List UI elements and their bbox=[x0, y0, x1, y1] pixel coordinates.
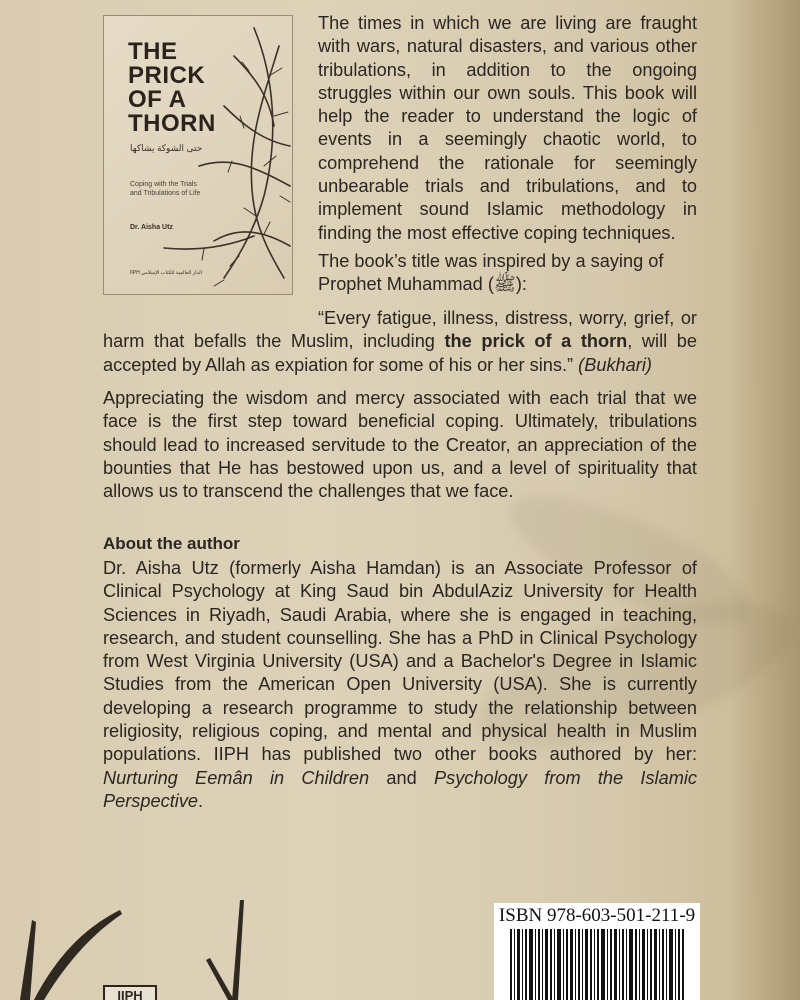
cover-author: Dr. Aisha Utz bbox=[130, 224, 173, 231]
plant-silhouette bbox=[0, 880, 260, 1000]
hadith-quote bbox=[103, 307, 697, 377]
book-title: Nurturing Eemân in Children bbox=[103, 767, 370, 788]
isbn-number: ISBN 978-603-501-211-9 bbox=[498, 905, 696, 926]
quote-text: “Every fatigue, illness, distress, worry, grief, or harm that befalls the Muslim, including bbox=[103, 308, 697, 352]
isbn-barcode-block bbox=[494, 903, 700, 1000]
cover-publisher: IIPH الدار العالمية للكتاب الإسلامي bbox=[130, 270, 203, 276]
cover-subtitle-line: and Tribulations of Life bbox=[130, 190, 201, 197]
publisher-logo: IIPH bbox=[103, 985, 157, 1000]
bio-text: and bbox=[369, 767, 434, 788]
book-title: Psychology from the Islamic Perspective bbox=[103, 767, 697, 811]
bio-text: . bbox=[198, 790, 204, 811]
cover-title-line: PRICK bbox=[128, 62, 206, 89]
cover-arabic-title: حتى الشوكة يشاكها bbox=[130, 143, 203, 153]
bio-text: Dr. Aisha Utz (formerly Aisha Hamdan) is an Associate Professor of Clinical Psychology at King Saud bin AbdulAziz University for Health Sciences in Riyadh, Saudi Arabia, where she is engaged in teaching, research, and student counselling. She has a PhD in Clinical Psychology from West Virginia University (USA) and a Bachelor's Degree in Islamic Studies from the American Open University (USA). She is currently developing a research programme to study the relationship between religiosity, religious coping, and mental and physical health in Muslim populations. IIPH has published two other books authored by her: bbox=[103, 558, 697, 765]
cover-subtitle-line: Coping with the Trials bbox=[130, 181, 197, 188]
quote-text: , will be accepted by Allah as expiation for some of his or her sins.” bbox=[103, 331, 697, 375]
wisdom-paragraph: Appreciating the wisdom and mercy associated with each trial that we face is the first step toward beneficial coping. Ultimately, tribulations should lead to increased servitude to the Creator, an appreciation of the bounties that He has bestowed upon us, and a level of spirituality that allows us to transcend the challenges that we face. bbox=[103, 388, 697, 502]
author-bio-paragraph bbox=[103, 557, 697, 813]
description-paragraph: The times in which we are living are fraught with wars, natural disasters, and various other tribulations, in addition to the ongoing struggles within our own souls. This book will help the reader to understand the logic of events in a seemingly chaotic world, to comprehend the rationale for seemingly unbearable trials and tribulations, and to implement sound Islamic methodology in finding the most effective coping techniques. bbox=[318, 13, 697, 243]
spine-shade bbox=[730, 0, 800, 1000]
cover-title-line: THE bbox=[128, 38, 178, 65]
barcode-icon bbox=[508, 929, 686, 1000]
cover-title-line: OF A bbox=[128, 86, 187, 113]
front-cover-thumbnail bbox=[103, 15, 293, 295]
quote-source: (Bukhari) bbox=[578, 354, 652, 375]
about-author-heading: About the author bbox=[103, 534, 240, 553]
cover-subtitle bbox=[130, 180, 240, 198]
cover-title bbox=[128, 40, 238, 136]
quote-emphasis: the prick of a thorn bbox=[444, 331, 628, 352]
cover-title-line: THORN bbox=[128, 110, 216, 137]
title-inspiration-paragraph: The book’s title was inspired by a saying of Prophet Muhammad (ﷺ): bbox=[318, 251, 664, 295]
